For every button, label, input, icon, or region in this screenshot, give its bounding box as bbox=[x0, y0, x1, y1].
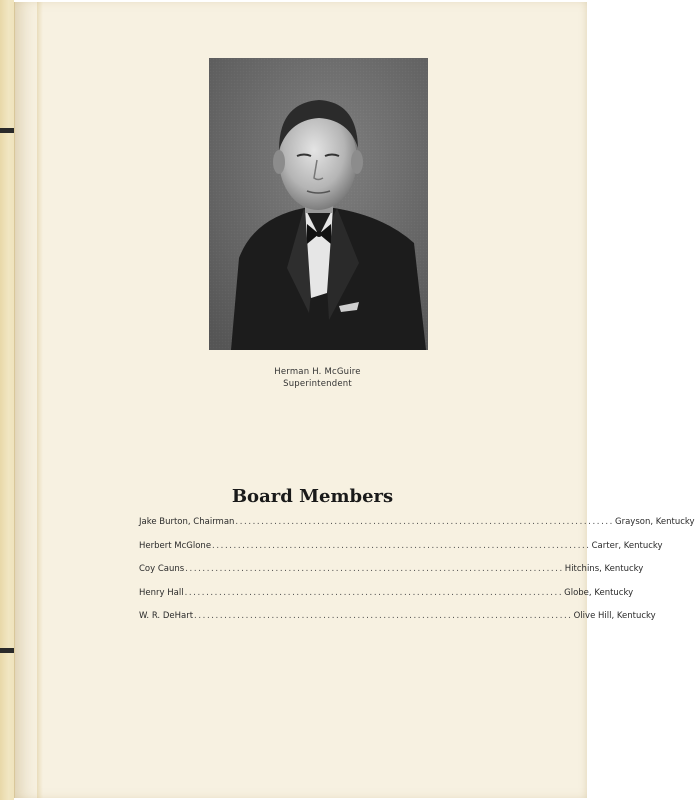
member-name: W. R. DeHart bbox=[139, 611, 194, 621]
member-location: Olive Hill, Kentucky bbox=[573, 611, 656, 621]
list-item bbox=[139, 587, 634, 612]
list-item bbox=[139, 517, 695, 541]
member-name: Coy Cauns bbox=[139, 564, 185, 574]
leader-dots: ........................................................................................ bbox=[235, 517, 614, 527]
superintendent-name: Herman H. McGuire bbox=[274, 367, 361, 377]
superintendent-title: Superintendent bbox=[283, 378, 352, 389]
member-location: Carter, Kentucky bbox=[591, 540, 663, 551]
list-item bbox=[139, 611, 656, 635]
member-name: Henry Hall bbox=[139, 587, 184, 598]
list-item bbox=[139, 564, 644, 588]
member-location: Grayson, Kentucky bbox=[615, 517, 695, 527]
list-item bbox=[139, 540, 663, 565]
board-members-heading: Board Members bbox=[231, 486, 394, 507]
member-location: Hitchins, Kentucky bbox=[564, 564, 644, 574]
superintendent-portrait-photo bbox=[209, 58, 428, 350]
leader-dots: ........................................................................................ bbox=[212, 540, 591, 551]
member-name: Herbert McGlone bbox=[139, 540, 212, 551]
member-name: Jake Burton, Chairman bbox=[139, 517, 235, 527]
page-edge-shadow bbox=[37, 2, 43, 798]
leader-dots: ........................................................................................ bbox=[184, 587, 564, 598]
leader-dots: ........................................................................................ bbox=[194, 611, 573, 621]
leader-dots: ........................................................................................ bbox=[185, 564, 564, 574]
portrait-caption bbox=[200, 367, 435, 390]
member-location: Globe, Kentucky bbox=[564, 587, 634, 598]
page-binding bbox=[0, 0, 14, 800]
board-members-list bbox=[139, 517, 695, 635]
